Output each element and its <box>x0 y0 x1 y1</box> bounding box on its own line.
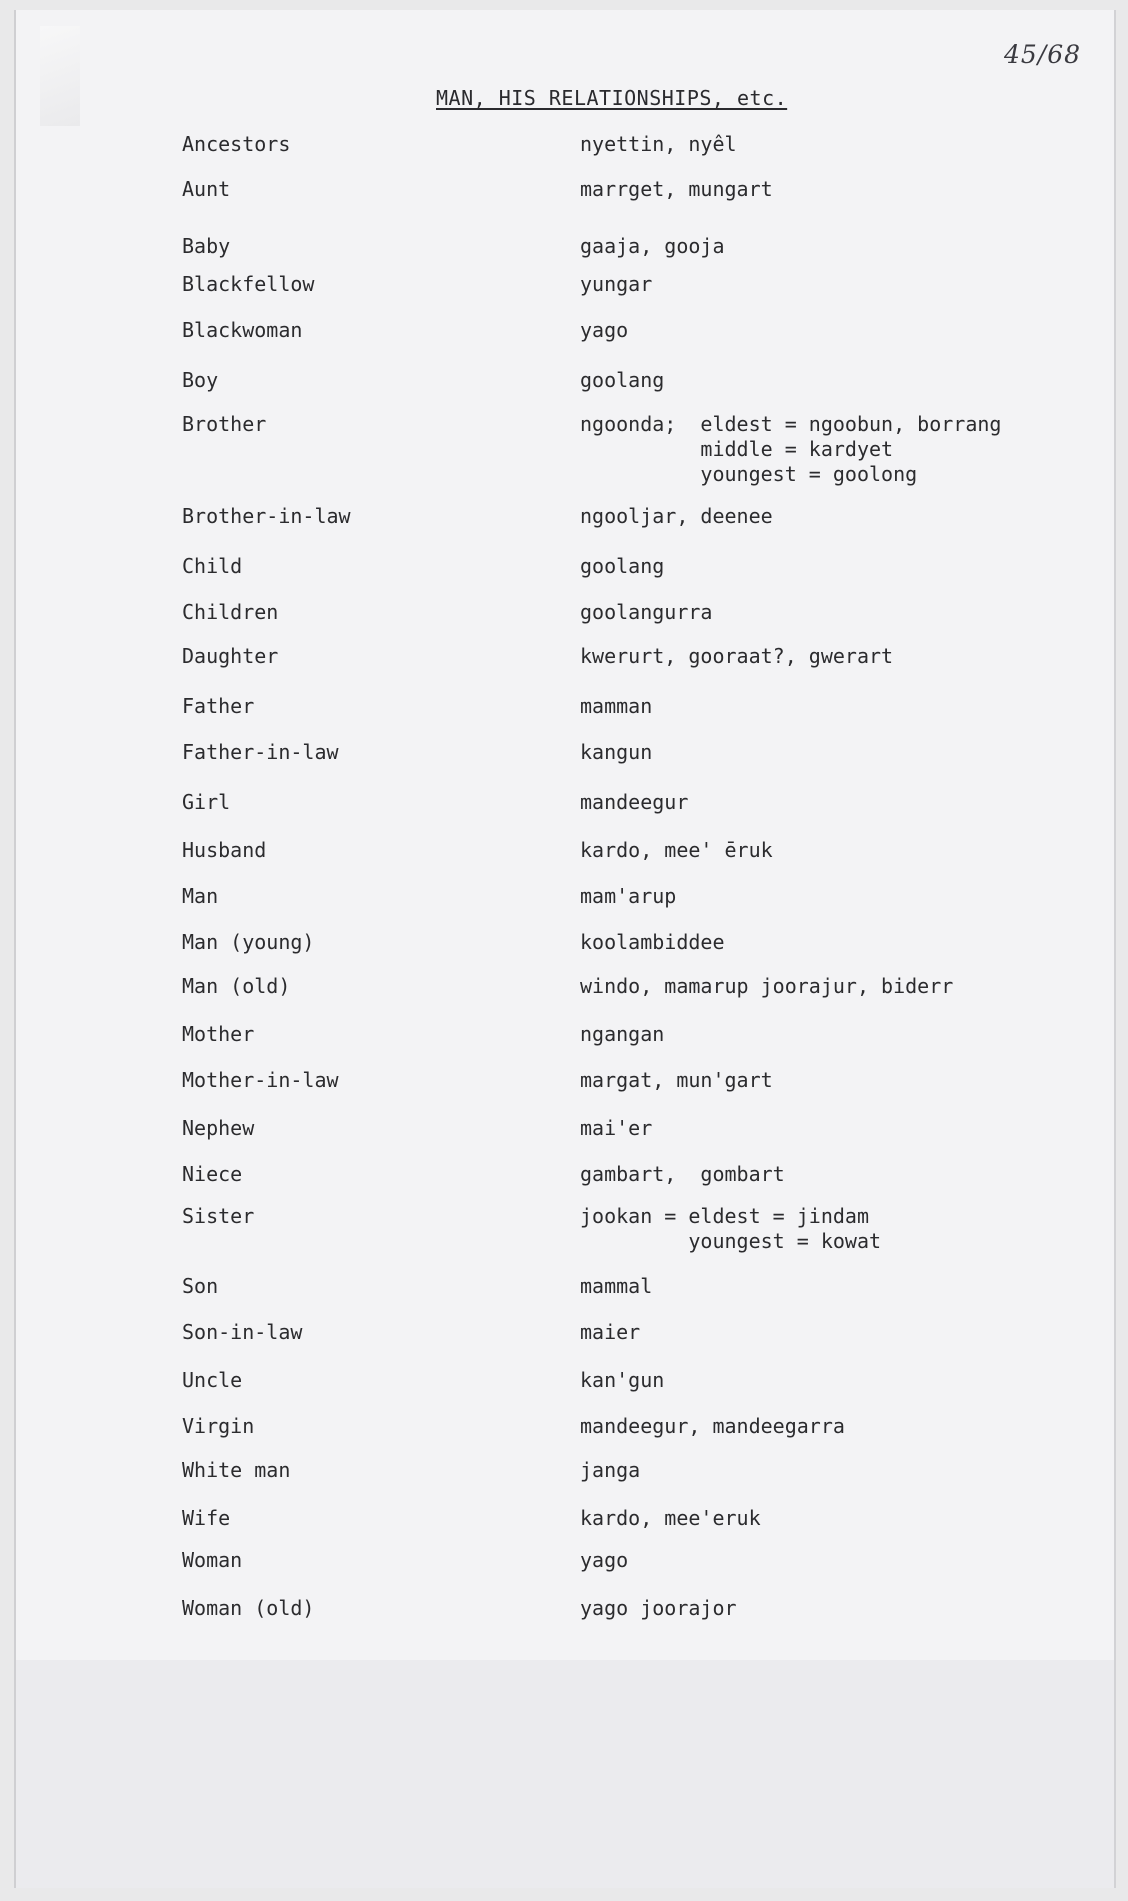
term: Virgin <box>182 1414 255 1438</box>
term: Woman (old) <box>182 1596 315 1620</box>
translation: janga <box>580 1458 641 1482</box>
translation: mai'er <box>580 1116 653 1140</box>
term: Father-in-law <box>182 740 339 764</box>
corner-fold <box>40 26 80 126</box>
term: Brother-in-law <box>182 504 351 528</box>
translation: gaaja, gooja <box>580 234 725 258</box>
term: Ancestors <box>182 132 291 156</box>
translation: goolang <box>580 554 665 578</box>
page-number: 45/68 <box>1004 40 1082 69</box>
term: Man <box>182 884 219 908</box>
translation: mandeegur <box>580 790 689 814</box>
translation: mandeegur, mandeegarra <box>580 1414 845 1438</box>
page-title: MAN, HIS RELATIONSHIPS, etc. <box>436 86 788 110</box>
term: Wife <box>182 1506 231 1530</box>
translation: nyettin, nyêl <box>580 132 737 156</box>
term: Children <box>182 600 279 624</box>
term: Man (young) <box>182 930 315 954</box>
term: Uncle <box>182 1368 243 1392</box>
translation: gambart, gombart <box>580 1162 785 1186</box>
term: Husband <box>182 838 267 862</box>
term: Blackfellow <box>182 272 315 296</box>
term: Blackwoman <box>182 318 303 342</box>
translation: maier <box>580 1320 641 1344</box>
term: Boy <box>182 368 219 392</box>
term: White man <box>182 1458 291 1482</box>
term: Mother-in-law <box>182 1068 339 1092</box>
term: Aunt <box>182 177 231 201</box>
term: Father <box>182 694 255 718</box>
term: Woman <box>182 1548 243 1572</box>
translation: goolangurra <box>580 600 713 624</box>
term: Child <box>182 554 243 578</box>
term: Mother <box>182 1022 255 1046</box>
translation: kan'gun <box>580 1368 665 1392</box>
translation: yago <box>580 318 629 342</box>
translation: windo, mamarup joorajur, biderr <box>580 974 954 998</box>
translation: margat, mun'gart <box>580 1068 773 1092</box>
translation: mam'arup <box>580 884 677 908</box>
page-lower-tint <box>16 1660 1114 1888</box>
translation: kardo, mee' ēruk <box>580 838 773 862</box>
term: Son <box>182 1274 219 1298</box>
translation: yago <box>580 1548 629 1572</box>
term: Daughter <box>182 644 279 668</box>
translation: kardo, mee'eruk <box>580 1506 761 1530</box>
term: Sister <box>182 1204 255 1228</box>
document-page <box>14 10 1116 1888</box>
term: Nephew <box>182 1116 255 1140</box>
translation: yago joorajor <box>580 1596 737 1620</box>
term: Son-in-law <box>182 1320 303 1344</box>
translation: ngooljar, deenee <box>580 504 773 528</box>
translation: jookan = eldest = jindam youngest = kowat <box>580 1204 882 1253</box>
translation: goolang <box>580 368 665 392</box>
translation: koolambiddee <box>580 930 725 954</box>
translation: yungar <box>580 272 653 296</box>
term: Brother <box>182 412 267 436</box>
translation: ngoonda; eldest = ngoobun, borrang middle = kardyet youngest = goolong <box>580 412 1002 486</box>
translation: mammal <box>580 1274 653 1298</box>
translation: ngangan <box>580 1022 665 1046</box>
term: Niece <box>182 1162 243 1186</box>
translation: mamman <box>580 694 653 718</box>
translation: kwerurt, gooraat?, gwerart <box>580 644 894 668</box>
translation: marrget, mungart <box>580 177 773 201</box>
term: Girl <box>182 790 231 814</box>
term: Man (old) <box>182 974 291 998</box>
term: Baby <box>182 234 231 258</box>
translation: kangun <box>580 740 653 764</box>
